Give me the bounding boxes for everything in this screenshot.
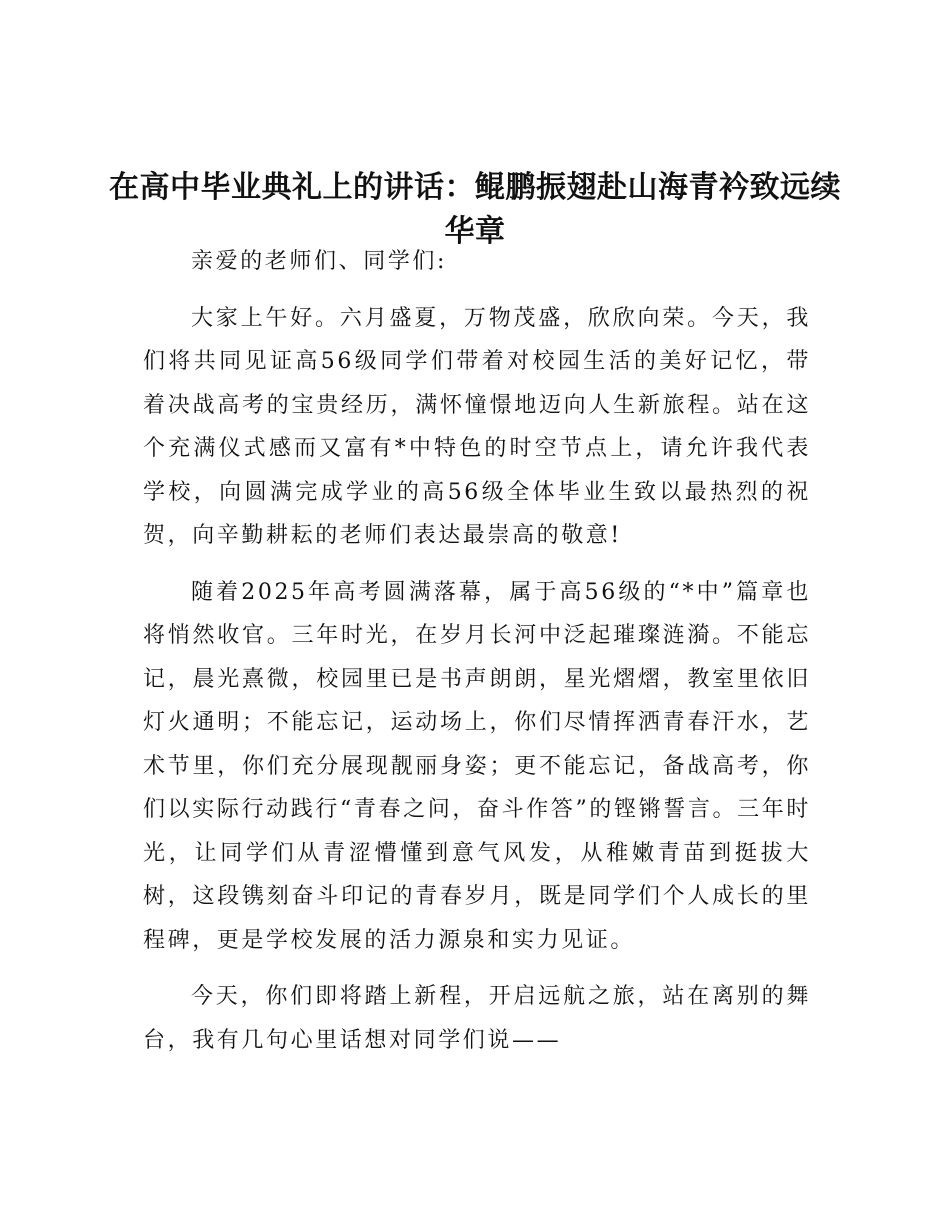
- salutation: 亲爱的老师们、同学们:: [191, 249, 448, 274]
- speech-body: [143, 240, 811, 1075]
- paragraph: 随着2025年高考圆满落幕，属于高56级的“*中”篇章也将悄然收官。三年时光，在岁月长河中泛起璀璨涟漪。不能忘记，晨光熹微，校园里已是书声朗朗，星光熠熠，教室里依旧灯火通明；不能忘记，运动场上，你们尽情挥洒青春汗水，艺术节里，你们充分展现靓丽身姿；更不能忘记，备战高考，你们以实际行动践行“青春之问，奋斗作答”的铿锵誓言。三年时光，让同学们从青涩懵懂到意气风发，从稚嫩青苗到挺拔大树，这段镌刻奋斗印记的青春岁月，既是同学们个人成长的里程碑，更是学校发展的活力源泉和实力见证。: [143, 579, 811, 953]
- speech-title: 在高中毕业典礼上的讲话：鲲鹏振翅赴山海青衿致远续华章: [109, 170, 841, 249]
- paragraph: 大家上午好。六月盛夏，万物茂盛，欣欣向荣。今天，我们将共同见证高56级同学们带着对校园生活的美好记忆，带着决战高考的宝贵经历，满怀憧憬地迈向人生新旅程。站在这个充满仪式感而又富有*中特色的时空节点上，请允许我代表学校，向圆满完成学业的高56级全体毕业生致以最热烈的祝贺，向辛勤耕耘的老师们表达最崇高的敬意!: [143, 305, 811, 548]
- paragraph: 今天，你们即将踏上新程，开启远航之旅，站在离别的舞台，我有几句心里话想对同学们说——: [143, 984, 811, 1053]
